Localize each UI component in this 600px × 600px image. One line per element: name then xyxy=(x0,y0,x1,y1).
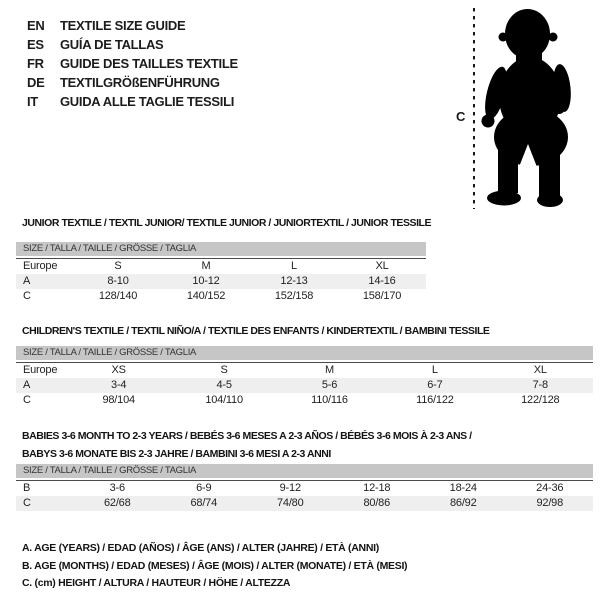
table-cell: 4-5 xyxy=(216,379,232,391)
lang-code: IT xyxy=(27,94,38,109)
table-cell: 158/170 xyxy=(362,290,402,302)
table-cell: 62/68 xyxy=(103,497,131,509)
table-row xyxy=(16,496,593,511)
row-label: Europe xyxy=(23,364,58,376)
table-cell: 110/116 xyxy=(311,394,348,406)
table-cell: 24-36 xyxy=(536,482,564,494)
table-cell: 9-12 xyxy=(279,482,301,494)
lang-row-en xyxy=(27,16,238,35)
row-label: B xyxy=(23,482,31,494)
table-cell: 74/80 xyxy=(276,497,304,509)
lang-label: GUIDE DES TAILLES TEXTILE xyxy=(60,56,238,71)
table-row xyxy=(16,289,426,304)
lang-row-de xyxy=(27,73,238,92)
baby-silhouette-svg xyxy=(440,0,600,220)
table-cell: 104/110 xyxy=(205,394,243,406)
table-cell: XS xyxy=(111,364,126,376)
lang-label: GUIDA ALLE TAGLIE TESSILI xyxy=(60,94,235,109)
babies-title-line2: BABYS 3-6 MONATE BIS 2-3 JAHRE / BAMBINI 3-6 MESI A 2-3 ANNI xyxy=(22,448,331,460)
table-row xyxy=(16,363,593,378)
row-label: Europe xyxy=(23,260,58,272)
babies-size-table xyxy=(16,464,593,511)
babies-table-rows xyxy=(16,480,593,511)
lang-row-fr xyxy=(27,54,238,73)
children-table-title: CHILDREN'S TEXTILE / TEXTIL NIÑO/A / TEXTILE DES ENFANTS / KINDERTEXTIL / BAMBINI TESSILE xyxy=(22,325,490,337)
lang-code: ES xyxy=(27,37,44,52)
note-height-cm: C. (cm) HEIGHT / ALTURA / HAUTEUR / HÖHE / ALTEZZA xyxy=(22,577,291,589)
size-header-bar: SIZE / TALLA / TAILLE / GRÖSSE / TAGLIA xyxy=(16,464,593,478)
babies-title-line1: BABIES 3-6 MONTH TO 2-3 YEARS / BEBÉS 3-6 MESES A 2-3 AÑOS / BÉBÉS 3-6 MOIS À 2-3 ANS / xyxy=(22,430,472,442)
lang-code: EN xyxy=(27,18,45,33)
row-label: C xyxy=(23,394,31,406)
table-cell: 8-10 xyxy=(107,275,129,287)
table-cell: 140/152 xyxy=(186,290,226,302)
children-table-rows xyxy=(16,362,593,408)
language-list xyxy=(27,16,238,111)
table-cell: 12-18 xyxy=(363,482,391,494)
table-cell: XL xyxy=(375,260,389,272)
lang-row-it xyxy=(27,92,238,111)
size-header-bar: SIZE / TALLA / TAILLE / GRÖSSE / TAGLIA xyxy=(16,242,426,256)
lang-label: GUÍA DE TALLAS xyxy=(60,37,164,52)
table-cell: 86/92 xyxy=(449,497,477,509)
table-cell: 122/128 xyxy=(521,394,560,406)
table-cell: 6-9 xyxy=(196,482,212,494)
table-cell: S xyxy=(220,364,228,376)
table-cell: M xyxy=(325,364,334,376)
lang-label: TEXTILE SIZE GUIDE xyxy=(60,18,186,33)
table-cell: 14-16 xyxy=(368,275,396,287)
table-cell: 92/98 xyxy=(536,497,564,509)
table-cell: 6-7 xyxy=(427,379,443,391)
table-cell: 12-13 xyxy=(280,275,308,287)
table-cell: 3-4 xyxy=(111,379,127,391)
table-row xyxy=(16,393,593,408)
table-cell: L xyxy=(431,364,438,376)
baby-silhouette xyxy=(481,9,573,196)
footnotes xyxy=(22,540,407,593)
size-header-bar: SIZE / TALLA / TAILLE / GRÖSSE / TAGLIA xyxy=(16,346,593,360)
table-cell: 68/74 xyxy=(190,497,218,509)
table-cell: S xyxy=(114,260,122,272)
row-label: C xyxy=(23,497,31,509)
lang-row-es xyxy=(27,35,238,54)
table-cell: 152/158 xyxy=(274,290,314,302)
table-cell: 7-8 xyxy=(532,379,548,391)
lang-code: DE xyxy=(27,75,45,90)
table-cell: XL xyxy=(533,364,547,376)
note-age-years: A. AGE (YEARS) / EDAD (AÑOS) / ÂGE (ANS) / ALTER (JAHRE) / ETÀ (ANNI) xyxy=(22,542,379,554)
table-row xyxy=(16,378,593,393)
row-label: A xyxy=(23,379,31,391)
table-cell: 116/122 xyxy=(416,394,454,406)
table-cell: 80/86 xyxy=(363,497,391,509)
table-cell: M xyxy=(201,260,211,272)
baby-figure xyxy=(440,0,600,220)
junior-table-title: JUNIOR TEXTILE / TEXTIL JUNIOR/ TEXTILE JUNIOR / JUNIORTEXTIL / JUNIOR TESSILE xyxy=(22,217,432,229)
junior-table-rows xyxy=(16,258,426,304)
row-label: A xyxy=(23,275,31,287)
height-marker-label: C xyxy=(456,109,466,124)
table-cell: 3-6 xyxy=(109,482,125,494)
table-cell: 98/104 xyxy=(102,394,135,406)
children-size-table xyxy=(16,346,593,408)
lang-code: FR xyxy=(27,56,44,71)
table-cell: 128/140 xyxy=(98,290,138,302)
table-cell: 10-12 xyxy=(192,275,220,287)
row-label: C xyxy=(23,290,31,302)
note-age-months: B. AGE (MONTHS) / EDAD (MESES) / ÂGE (MOIS) / ALTER (MONATE) / ETÀ (MESI) xyxy=(22,559,408,572)
babies-table-title xyxy=(22,427,472,463)
table-cell: 5-6 xyxy=(321,379,338,391)
table-row xyxy=(16,274,426,289)
table-cell: 18-24 xyxy=(449,482,477,494)
lang-label: TEXTILGRÖßENFÜHRUNG xyxy=(60,75,220,90)
table-row xyxy=(16,259,426,274)
table-cell: L xyxy=(291,260,297,272)
table-row xyxy=(16,481,593,496)
junior-size-table xyxy=(16,242,426,304)
